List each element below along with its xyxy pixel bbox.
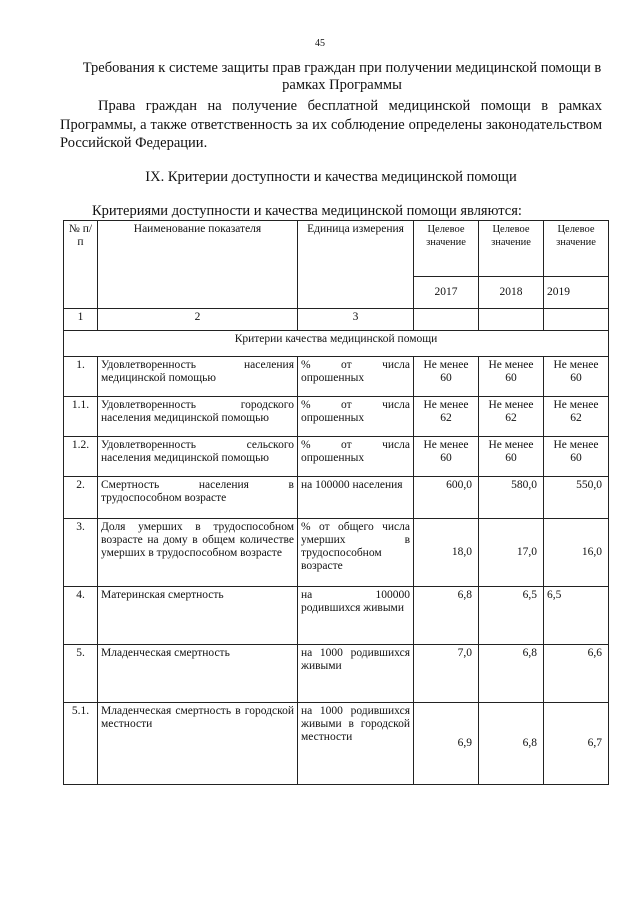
row-name: Материнская смертность	[98, 587, 298, 645]
row-name: Доля умерших в трудоспособном возрасте на дому в общем количестве умерших в трудоспособном возрасте	[98, 519, 298, 587]
section-row	[64, 331, 609, 357]
header-target-2017: Целевое значение	[414, 221, 479, 277]
row-num: 1.2.	[64, 437, 98, 477]
row-unit: % от числа опрошенных	[298, 437, 414, 477]
row-name: Удовлетворенность городского населения медицинской помощью	[98, 397, 298, 437]
section-heading-rights: Требования к системе защиты прав граждан при получении медицинской помощи в рамках Программы	[82, 60, 602, 93]
row-value-2019: 6,6	[544, 645, 609, 703]
table-row	[64, 703, 609, 785]
row-value-2019: Не менее 62	[544, 397, 609, 437]
row-value-2018: Не менее 60	[479, 437, 544, 477]
row-value-2018: 6,8	[479, 703, 544, 785]
row-num: 5.	[64, 645, 98, 703]
table-row	[64, 357, 609, 397]
row-value-2018: 6,8	[479, 645, 544, 703]
criteria-table	[63, 220, 609, 785]
row-value-2019: 16,0	[544, 519, 609, 587]
row-value-2018: 580,0	[479, 477, 544, 519]
row-unit: на 100000 населения	[298, 477, 414, 519]
row-value-2018: Не менее 62	[479, 397, 544, 437]
col-number-3: 3	[298, 309, 414, 331]
row-value-2017: 18,0	[414, 519, 479, 587]
row-unit: % от числа опрошенных	[298, 357, 414, 397]
row-value-2017: 600,0	[414, 477, 479, 519]
row-num: 1.1.	[64, 397, 98, 437]
table-row	[64, 587, 609, 645]
page-number: 45	[315, 38, 325, 49]
row-num: 3.	[64, 519, 98, 587]
row-value-2019: 6,5	[544, 587, 609, 645]
row-value-2019: Не менее 60	[544, 437, 609, 477]
row-value-2017: Не менее 60	[414, 437, 479, 477]
row-unit: на 1000 родившихся живыми	[298, 645, 414, 703]
row-value-2018: 17,0	[479, 519, 544, 587]
row-value-2018: 6,5	[479, 587, 544, 645]
header-target-2019: Целевое значение	[544, 221, 609, 277]
header-name: Наименование показателя	[98, 221, 298, 309]
row-num: 5.1.	[64, 703, 98, 785]
table-row	[64, 397, 609, 437]
row-value-2017: 7,0	[414, 645, 479, 703]
header-num: № п/п	[64, 221, 98, 309]
criteria-intro: Критериями доступности и качества медицинской помощи являются:	[92, 203, 522, 219]
row-value-2017: Не менее 60	[414, 357, 479, 397]
row-num: 4.	[64, 587, 98, 645]
table-row	[64, 519, 609, 587]
row-name: Смертность населения в трудоспособном возрасте	[98, 477, 298, 519]
row-num: 1.	[64, 357, 98, 397]
col-number-empty	[414, 309, 479, 331]
row-num: 2.	[64, 477, 98, 519]
row-unit: на 1000 родившихся живыми в городской местности	[298, 703, 414, 785]
row-unit: на 100000 родившихся живыми	[298, 587, 414, 645]
header-target-2018: Целевое значение	[479, 221, 544, 277]
table-row	[64, 477, 609, 519]
section-title: Критерии качества медицинской помощи	[64, 331, 609, 357]
table-row	[64, 437, 609, 477]
row-value-2019: 6,7	[544, 703, 609, 785]
section-heading-criteria: IX. Критерии доступности и качества медицинской помощи	[145, 169, 517, 185]
column-numbers-row	[64, 309, 609, 331]
rights-paragraph: Права граждан на получение бесплатной медицинской помощи в рамках Программы, а также ответственность за их соблюдение определены законодательством Российской Федерации.	[60, 98, 602, 151]
year-2019: 2019	[544, 277, 609, 309]
row-value-2019: 550,0	[544, 477, 609, 519]
year-2018: 2018	[479, 277, 544, 309]
col-number-empty	[479, 309, 544, 331]
col-number-2: 2	[98, 309, 298, 331]
table-header-row	[64, 221, 609, 277]
row-unit: % от общего числа умерших в трудоспособном возрасте	[298, 519, 414, 587]
header-unit: Единица измерения	[298, 221, 414, 309]
row-name: Младенческая смертность	[98, 645, 298, 703]
row-unit: % от числа опрошенных	[298, 397, 414, 437]
row-value-2018: Не менее 60	[479, 357, 544, 397]
row-value-2017: Не менее 62	[414, 397, 479, 437]
row-value-2017: 6,8	[414, 587, 479, 645]
row-value-2017: 6,9	[414, 703, 479, 785]
row-name: Удовлетворенность сельского населения медицинской помощью	[98, 437, 298, 477]
col-number-1: 1	[64, 309, 98, 331]
table-row	[64, 645, 609, 703]
col-number-empty	[544, 309, 609, 331]
row-name: Удовлетворенность населения медицинской помощью	[98, 357, 298, 397]
row-name: Младенческая смертность в городской местности	[98, 703, 298, 785]
row-value-2019: Не менее 60	[544, 357, 609, 397]
year-2017: 2017	[414, 277, 479, 309]
